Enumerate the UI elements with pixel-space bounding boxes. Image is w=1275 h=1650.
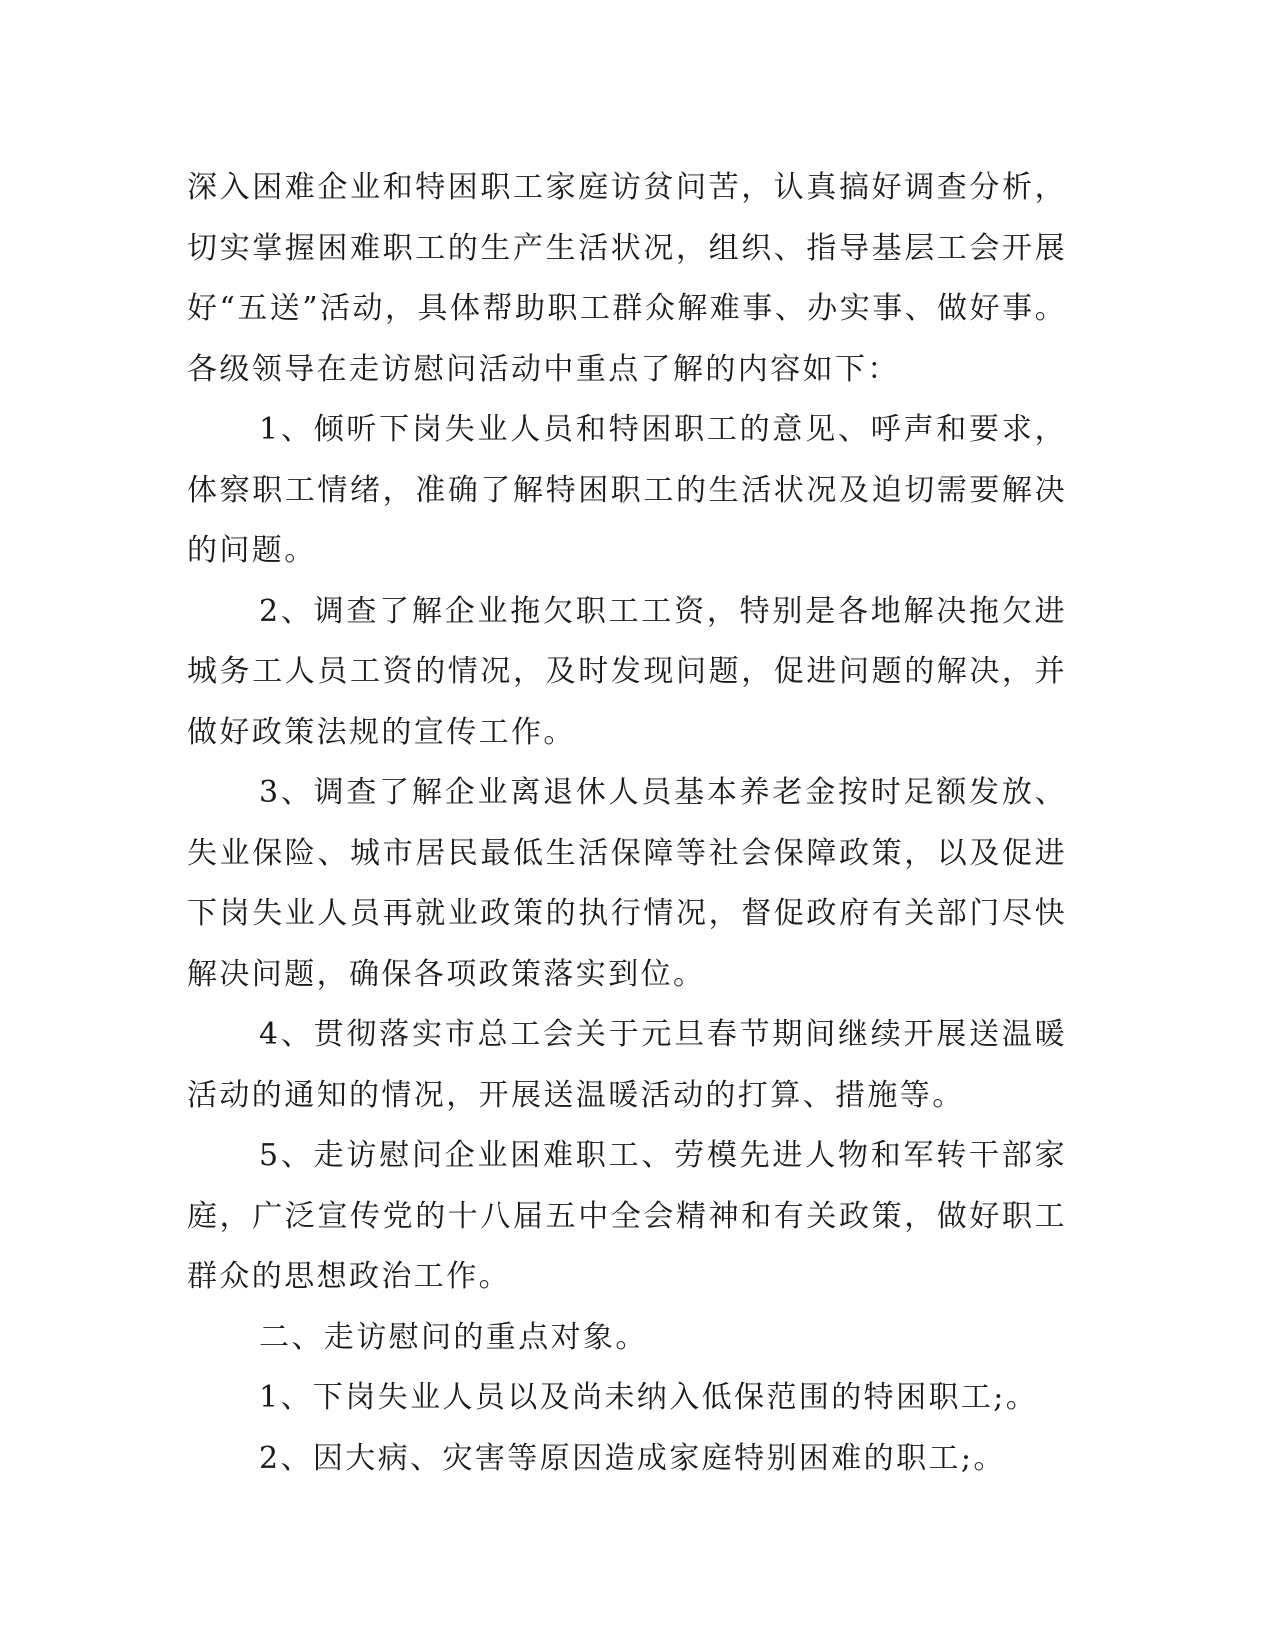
document-body [187,158,1067,1489]
paragraph-item-1: 1、倾听下岗失业人员和特困职工的意见、呼声和要求，体察职工情绪，准确了解特困职工的生活状况及迫切需要解决的问题。 [187,412,1067,568]
paragraph-item-5: 5、走访慰问企业困难职工、劳模先进人物和军转干部家庭，广泛宣传党的十八届五中全会精神和有关政策，做好职工群众的思想政治工作。 [187,1138,1067,1294]
paragraph-target-1: 1、下岗失业人员以及尚未纳入低保范围的特困职工;。 [259,1380,1039,1415]
paragraph-target-2: 2、因大病、灾害等原因造成家庭特别困难的职工;。 [259,1440,1006,1476]
paragraph-item-2: 2、调查了解企业拖欠职工工资，特别是各地解决拖欠进城务工人员工资的情况，及时发现问题，促进问题的解决，并做好政策法规的宣传工作。 [187,593,1067,750]
paragraph-intro: 深入困难企业和特困职工家庭访贫问苦，认真搞好调查分析，切实掌握困难职工的生产生活状况，组织、指导基层工会开展好“五送”活动，具体帮助职工群众解难事、办实事、做好事。各级领导在走访慰问活动中重点了解的内容如下： [187,170,1067,387]
paragraph-item-4: 4、贯彻落实市总工会关于元旦春节期间继续开展送温暖活动的通知的情况，开展送温暖活动的打算、措施等。 [187,1017,1067,1113]
paragraph-item-3: 3、调查了解企业离退休人员基本养老金按时足额发放、失业保险、城市居民最低生活保障等社会保障政策，以及促进下岗失业人员再就业政策的执行情况，督促政府有关部门尽快解决问题，确保各项政策落实到位。 [187,775,1067,992]
section-heading-2: 二、走访慰问的重点对象。 [259,1319,648,1355]
